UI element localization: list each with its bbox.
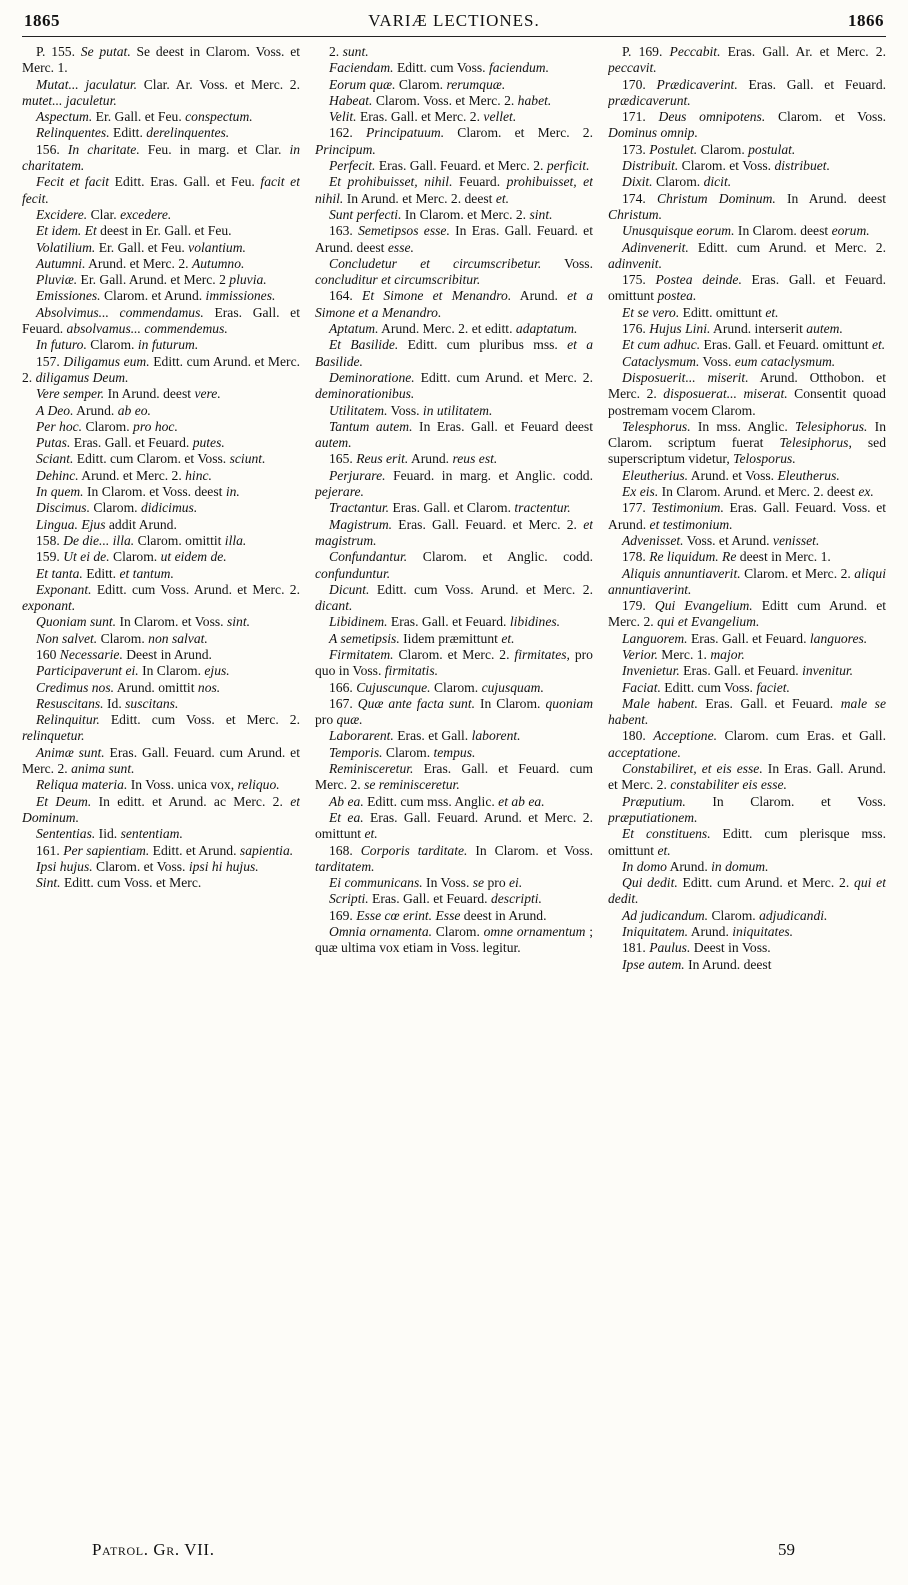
right-column-number: 1866 (848, 11, 884, 30)
variant-entry: Et ea. Eras. Gall. Feuard. Arund. et Merc. 2. omittunt et. (315, 809, 593, 842)
variant-entry: Verior. Merc. 1. major. (622, 646, 745, 662)
variant-entry: Relinquentes. Editt. derelinquentes. (36, 125, 230, 141)
variant-entry: Excidere. Clar. excedere. (36, 206, 172, 222)
variant-entry: 161. Per sapientiam. Editt. et Arund. sapientia. (36, 842, 294, 858)
variant-entry: Temporis. Clarom. tempus. (329, 744, 476, 760)
variant-entry: Scripti. Eras. Gall. et Feuard. descripti. (329, 891, 542, 907)
variant-entry: Deminoratione. Editt. cum Arund. et Merc. 2. deminorationibus. (315, 369, 593, 402)
signature-mark: Patrol. Gr. VII. (92, 1540, 215, 1559)
variant-entry: Discimus. Clarom. didicimus. (36, 500, 198, 516)
column-3 (608, 44, 886, 1534)
variant-entry: Præputium. In Clarom. et Voss. præputiationem. (608, 793, 886, 825)
header-rule (22, 36, 886, 37)
variant-entry: Credimus nos. Arund. omittit nos. (36, 679, 221, 695)
variant-entry: Aliquis annuntiaverit. Clarom. et Merc. 2. aliqui annuntiaverint. (608, 565, 886, 597)
variant-entry: Languorem. Eras. Gall. et Feuard. languores. (622, 630, 868, 646)
variant-entry: Et cum adhuc. Eras. Gall. et Feuard. omittunt et. (622, 337, 886, 353)
variant-entry: Autumni. Arund. et Merc. 2. Autumno. (36, 255, 245, 271)
variant-entry: Omnia ornamenta. Clarom. omne ornamentum ; quæ ultima vox etiam in Voss. legitur. (315, 924, 593, 956)
variant-entry: Per hoc. Clarom. pro hoc. (36, 418, 178, 434)
variant-entry: Adinvenerit. Editt. cum Arund. et Merc. 2. adinvenit. (608, 239, 886, 271)
variant-entry: P. 169. Peccabit. Eras. Gall. Ar. et Merc. 2. peccavit. (608, 44, 886, 76)
variant-entry: Ipsi hujus. Clarom. et Voss. ipsi hi hujus. (36, 858, 259, 874)
variant-entry: A semetipsis. Iidem præmittunt et. (329, 630, 515, 646)
variant-entry: 169. Esse cœ erint. Esse deest in Arund. (329, 907, 547, 923)
variant-entry: Male habent. Eras. Gall. et Feuard. male se habent. (608, 695, 886, 728)
variant-entry: Et prohibuisset, nihil. Feuard. prohibuisset, et nihil. In Arund. et Merc. 2. deest et. (315, 174, 593, 206)
variant-entry: Telesphorus. In mss. Anglic. Telesiphorus. In Clarom. scriptum fuerat Telesiphorus, sed superscriptum videtur, Telosporus. (608, 418, 886, 467)
variant-entry: Fecit et facit Editt. Eras. Gall. et Feu. facit et fecit. (22, 174, 300, 206)
variant-entry: Unusquisque eorum. In Clarom. deest eorum. (622, 223, 870, 239)
variant-entry: 157. Diligamus eum. Editt. cum Arund. et Merc. 2. diligamus Deum. (22, 353, 300, 385)
variant-entry: Et idem. Et deest in Er. Gall. et Feu. (36, 223, 232, 239)
variant-entry: Invenietur. Eras. Gall. et Feuard. invenitur. (622, 663, 854, 679)
variant-entry: Distribuit. Clarom. et Voss. distribuet. (622, 158, 830, 174)
variant-entry: Lingua. Ejus addit Arund. (36, 516, 177, 532)
variant-entry: 171. Deus omnipotens. Clarom. et Voss. Dominus omnip. (608, 109, 886, 141)
variant-entry: Perfecit. Eras. Gall. Feuard. et Merc. 2. perficit. (329, 158, 590, 174)
variant-entry: Et Deum. In editt. et Arund. ac Merc. 2. et Dominum. (22, 793, 300, 825)
variant-entry: Dehinc. Arund. et Merc. 2. hinc. (36, 467, 212, 483)
variant-entry: Exponant. Editt. cum Voss. Arund. et Merc. 2. exponant. (22, 581, 300, 614)
variant-entry: 159. Ut ei de. Clarom. ut eidem de. (36, 549, 227, 565)
variant-entry: Sunt perfecti. In Clarom. et Merc. 2. sint. (329, 206, 553, 222)
variant-entry: Dixit. Clarom. dicit. (622, 174, 732, 190)
running-header (24, 8, 884, 34)
variant-entry: Volatilium. Er. Gall. et Feu. volantium. (36, 239, 246, 255)
variant-entry: Ex eis. In Clarom. Arund. et Merc. 2. deest ex. (622, 484, 874, 500)
variant-entry: Cataclysmum. Voss. eum cataclysmum. (622, 353, 836, 369)
variant-entry: Relinquitur. Editt. cum Voss. et Merc. 2. relinquetur. (22, 712, 300, 744)
variant-entry: 170. Prædicaverint. Eras. Gall. et Feuard. prædicaverunt. (608, 76, 886, 108)
variant-entry: Perjurare. Feuard. in marg. et Anglic. codd. pejerare. (315, 467, 593, 500)
variant-entry: Concludetur et circumscribetur. Voss. concluditur et circumscribitur. (315, 255, 593, 288)
text-columns (22, 44, 886, 1534)
variant-entry: Eleutherius. Arund. et Voss. Eleutherus. (622, 467, 840, 483)
sheet-number: 59 (778, 1540, 795, 1559)
variant-entry: A Deo. Arund. ab eo. (36, 402, 151, 418)
variant-entry: Et Basilide. Editt. cum pluribus mss. et a Basilide. (315, 337, 593, 369)
variant-entry: 179. Qui Evangelium. Editt cum Arund. et Merc. 2. qui et Evangelium. (608, 598, 886, 630)
variant-entry: In futuro. Clarom. in futurum. (36, 337, 199, 353)
variant-entry: Advenisset. Voss. et Arund. venisset. (622, 532, 820, 548)
variant-entry: Faciat. Editt. cum Voss. faciet. (622, 679, 790, 695)
variant-entry: 178. Re liquidum. Re deest in Merc. 1. (622, 549, 831, 565)
variant-entry: 175. Postea deinde. Eras. Gall. et Feuard. omittunt postea. (608, 272, 886, 304)
variant-entry: Sint. Editt. cum Voss. et Merc. (36, 875, 202, 891)
variant-entry: Non salvet. Clarom. non salvat. (36, 630, 208, 646)
variant-entry: In domo Arund. in domum. (622, 858, 769, 874)
variant-entry: 2. sunt. (329, 44, 369, 59)
variant-entry: Absolvimus... commendamus. Eras. Gall. et Feuard. absolvamus... commendemus. (22, 304, 300, 337)
variant-entry: 164. Et Simone et Menandro. Arund. et a Simone et a Menandro. (315, 288, 593, 320)
variant-entry: Libidinem. Eras. Gall. et Feuard. libidines. (329, 614, 561, 630)
variant-entry: Confundantur. Clarom. et Anglic. codd. confunduntur. (315, 549, 593, 581)
variant-entry: Ei communicans. In Voss. se pro ei. (329, 875, 523, 891)
variant-entry: Velit. Eras. Gall. et Merc. 2. vellet. (329, 109, 517, 125)
variant-entry: Reliqua materia. In Voss. unica vox, reliquo. (36, 777, 280, 793)
variant-entry: 168. Corporis tarditate. In Clarom. et Voss. tarditatem. (315, 842, 593, 874)
variant-entry: 162. Principatuum. Clarom. et Merc. 2. Principum. (315, 125, 593, 157)
variant-entry: Vere semper. In Arund. deest vere. (36, 386, 221, 402)
column-1 (22, 44, 300, 1534)
variant-entry: Iniquitatem. Arund. iniquitates. (622, 924, 794, 940)
variant-entry: Resuscitans. Id. suscitans. (36, 695, 179, 711)
variant-entry: 158. De die... illa. Clarom. omittit illa. (36, 532, 247, 548)
variant-entry: Utilitatem. Voss. in utilitatem. (329, 402, 493, 418)
variant-entry: Disposuerit... miserit. Arund. Otthobon. et Merc. 2. disposuerat... miserat. Consentit quoad postremam vocem Clarom. (608, 369, 886, 418)
variant-entry: Participaverunt ei. In Clarom. ejus. (36, 663, 230, 679)
variant-entry: 156. In charitate. Feu. in marg. et Clar. in charitatem. (22, 141, 300, 174)
variant-entry: 166. Cujuscunque. Clarom. cujusquam. (329, 679, 544, 695)
left-column-number: 1865 (24, 11, 60, 30)
variant-entry: Ab ea. Editt. cum mss. Anglic. et ab ea. (329, 793, 545, 809)
variant-entry: Aptatum. Arund. Merc. 2. et editt. adaptatum. (329, 321, 578, 337)
running-title: VARIÆ LECTIONES. (368, 11, 540, 30)
variant-entry: Pluviæ. Er. Gall. Arund. et Merc. 2 pluvia. (36, 272, 267, 288)
variant-entry: Tantum autem. In Eras. Gall. et Feuard deest autem. (315, 418, 593, 451)
variant-entry: Aspectum. Er. Gall. et Feu. conspectum. (36, 109, 253, 125)
variant-entry: Firmitatem. Clarom. et Merc. 2. firmitates, pro quo in Voss. firmitatis. (315, 646, 593, 679)
variant-entry: 165. Reus erit. Arund. reus est. (329, 451, 498, 467)
variant-entry: Et tanta. Editt. et tantum. (36, 565, 174, 581)
page-footer (22, 1540, 886, 1570)
variant-entry: 181. Paulus. Deest in Voss. (622, 940, 771, 956)
variant-entry: 176. Hujus Lini. Arund. interserit autem. (622, 321, 843, 337)
variant-entry: 180. Acceptione. Clarom. cum Eras. et Gall. acceptatione. (608, 728, 886, 760)
variant-entry: 160 Necessarie. Deest in Arund. (36, 646, 212, 662)
variant-entry: Emissiones. Clarom. et Arund. immissiones. (36, 288, 276, 304)
variant-entry: P. 155. Se putat. Se deest in Clarom. Voss. et Merc. 1. (22, 44, 300, 76)
variant-entry: Sciant. Editt. cum Clarom. et Voss. sciunt. (36, 451, 266, 467)
variant-entry: Qui dedit. Editt. cum Arund. et Merc. 2. qui et dedit. (608, 875, 886, 907)
variant-entry: Laborarent. Eras. et Gall. laborent. (329, 728, 521, 744)
column-2 (315, 44, 593, 1534)
variant-entry: Putas. Eras. Gall. et Feuard. putes. (36, 435, 225, 451)
variant-entry: 173. Postulet. Clarom. postulat. (622, 141, 796, 157)
variant-entry: Et constituens. Editt. cum plerisque mss. omittunt et. (608, 826, 886, 858)
variant-entry: Habeat. Clarom. Voss. et Merc. 2. habet. (329, 92, 552, 108)
variant-entry: Tractantur. Eras. Gall. et Clarom. tractentur. (329, 500, 571, 516)
variant-entry: Eorum quæ. Clarom. rerumquæ. (329, 76, 506, 92)
variant-entry: Ipse autem. In Arund. deest (622, 956, 772, 972)
variant-entry: Magistrum. Eras. Gall. Feuard. et Merc. 2. et magistrum. (315, 516, 593, 548)
variant-entry: 163. Semetipsos esse. In Eras. Gall. Feuard. et Arund. deest esse. (315, 223, 593, 255)
variant-entry: 167. Quæ ante facta sunt. In Clarom. quoniam pro quæ. (315, 695, 593, 728)
variant-entry: Sententias. Iid. sententiam. (36, 826, 183, 842)
variant-entry: 174. Christum Dominum. In Arund. deest Christum. (608, 190, 886, 222)
variant-entry: Dicunt. Editt. cum Voss. Arund. et Merc. 2. dicant. (315, 581, 593, 614)
variant-entry: In quem. In Clarom. et Voss. deest in. (36, 484, 240, 500)
variant-entry: 177. Testimonium. Eras. Gall. Feuard. Voss. et Arund. et testimonium. (608, 500, 886, 532)
variant-entry: Faciendam. Editt. cum Voss. faciendum. (329, 60, 550, 76)
variant-entry: Mutat... jaculatur. Clar. Ar. Voss. et Merc. 2. mutet... jaculetur. (22, 76, 300, 108)
variant-entry: Et se vero. Editt. omittunt et. (622, 304, 779, 320)
variant-entry: Animæ sunt. Eras. Gall. Feuard. cum Arund. et Merc. 2. anima sunt. (22, 744, 300, 777)
variant-entry: Quoniam sunt. In Clarom. et Voss. sint. (36, 614, 251, 630)
variant-entry: Reminisceretur. Eras. Gall. et Feuard. cum Merc. 2. se reminisceretur. (315, 761, 593, 793)
variant-entry: Ad judicandum. Clarom. adjudicandi. (622, 907, 828, 923)
variant-entry: Constabiliret, et eis esse. In Eras. Gall. Arund. et Merc. 2. constabiliter eis esse. (608, 761, 886, 793)
